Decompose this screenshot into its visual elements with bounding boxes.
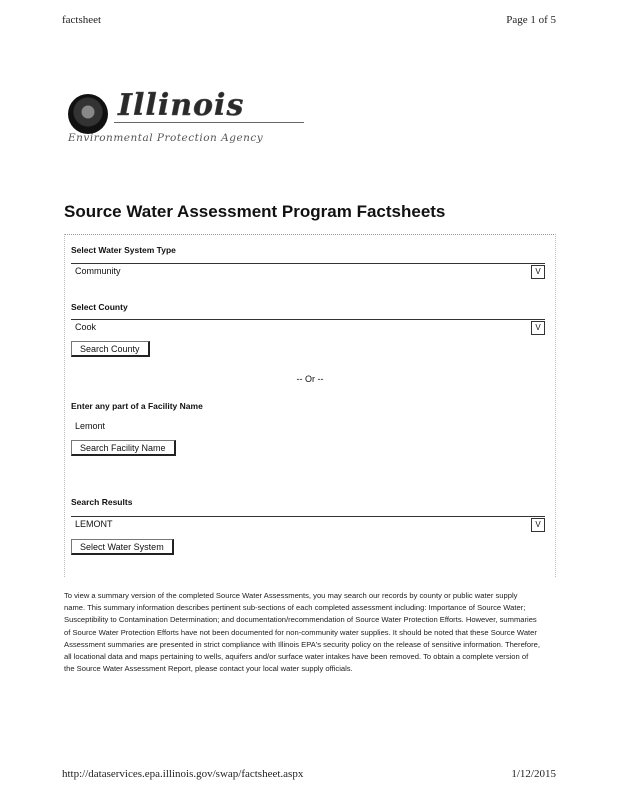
facility-name-input[interactable]: Lemont (75, 421, 106, 431)
county-label: Select County (71, 302, 128, 312)
search-county-button[interactable]: Search County (71, 341, 150, 357)
page-title: Source Water Assessment Program Factsheets (64, 202, 446, 221)
state-seal-icon (68, 94, 108, 134)
search-form (64, 234, 556, 577)
search-results-label: Search Results (71, 497, 133, 507)
agency-logo (64, 88, 304, 148)
water-system-type-label: Select Water System Type (71, 245, 176, 255)
logo-subtitle: Environmental Protection Agency (68, 132, 264, 144)
chevron-down-icon[interactable]: V (531, 518, 545, 532)
print-footer-date: 1/12/2015 (511, 768, 556, 780)
or-divider: -- Or -- (296, 374, 324, 384)
print-header-page-number: Page 1 of 5 (506, 14, 556, 26)
logo-rule (114, 122, 304, 123)
chevron-down-icon[interactable]: V (531, 265, 545, 279)
county-select[interactable] (71, 319, 545, 335)
select-water-system-button[interactable]: Select Water System (71, 539, 174, 555)
chevron-down-icon[interactable]: V (531, 321, 545, 335)
search-facility-name-button[interactable]: Search Facility Name (71, 440, 176, 456)
logo-wordmark: Illinois (118, 88, 245, 123)
description-paragraph: To view a summary version of the completed Source Water Assessments, you may search our records by county or public water supply name. This summary information describes pertinent sub-sections of each completed assessment including: Importance of Source Water; Susceptibility to Contamination Determination; and documentation/recommendation of Source Water Protection Efforts. However, summaries of Source Water Protection Efforts have not been documented for non-community water supplies. It should be noted that these Source Water Assessment summaries are presented in strict compliance with Illinois EPA's security policy on the release of sensitive information. Therefore, all locational data and maps pertaining to wells, aquifers and/or surface water intakes have been removed. To obtain a complete version of the Source Water Assessment Report, please contact your local water supply officials. (64, 591, 540, 674)
search-results-value: LEMONT (75, 519, 113, 529)
print-header-title: factsheet (62, 14, 102, 26)
water-system-type-value: Community (75, 266, 121, 276)
county-value: Cook (75, 322, 97, 332)
print-footer-url: http://dataservices.epa.illinois.gov/swap/factsheet.aspx (62, 768, 304, 780)
search-results-select[interactable] (71, 516, 545, 532)
facility-name-label: Enter any part of a Facility Name (71, 401, 203, 411)
water-system-type-select[interactable] (71, 263, 545, 279)
